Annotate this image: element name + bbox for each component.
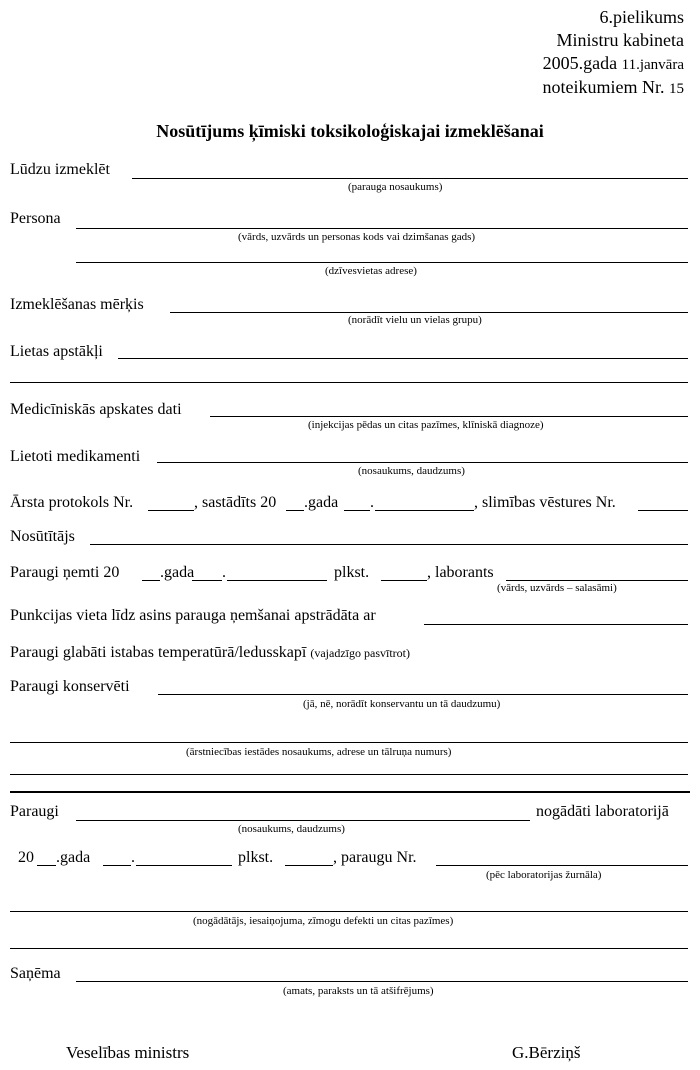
label-protokols-dot: .	[370, 494, 374, 511]
hint-konserveti: (jā, nē, norādīt konservantu un tā daudzumu)	[303, 698, 501, 710]
label-nemti-dot: .	[222, 564, 226, 581]
footer-role: Veselības ministrs	[66, 1043, 190, 1062]
label-konserveti: Paraugi konservēti	[10, 678, 130, 695]
label-nemti-laborants: , laborants	[427, 564, 494, 581]
field-slimibas-nr[interactable]	[638, 510, 688, 511]
label-protokols-sastadits: , sastādīts 20	[194, 494, 277, 511]
field-nemti-year[interactable]	[142, 580, 160, 581]
document-title: Nosūtījums ķīmiski toksikoloģiskajai izmeklēšanai	[156, 121, 544, 141]
field-iestade[interactable]	[10, 742, 688, 743]
hint-defekti: (nogādātājs, iesaiņojuma, zīmogu defekti un citas pazīmes)	[193, 915, 454, 927]
label-ludzu-izmeklet: Lūdzu izmeklēt	[10, 161, 110, 178]
hint-apskate: (injekcijas pēdas un citas pazīmes, klīniskā diagnoze)	[308, 419, 544, 431]
label-nosutitajs: Nosūtītājs	[10, 528, 75, 545]
field-punkcijas[interactable]	[424, 624, 688, 625]
field-nogadati-month[interactable]	[136, 865, 232, 866]
label-glabati	[10, 645, 410, 661]
header-date-prefix: 2005.gada	[542, 53, 618, 73]
header-regulation	[543, 78, 684, 97]
field-protokols-day[interactable]	[344, 510, 370, 511]
field-apstakli[interactable]	[118, 358, 688, 359]
field-protokols-year[interactable]	[286, 510, 304, 511]
label-nogadati-year: 20	[18, 849, 34, 866]
label-apstakli: Lietas apstākļi	[10, 343, 103, 360]
field-paraugi[interactable]	[76, 820, 530, 821]
field-nemti-month[interactable]	[227, 580, 327, 581]
header-date	[543, 54, 684, 73]
hint-laborants: (vārds, uzvārds – salasāmi)	[497, 582, 617, 594]
header-regulation-number: 15	[669, 81, 684, 97]
label-merkis: Izmeklēšanas mērķis	[10, 296, 144, 313]
header-annex: 6.pielikums	[599, 7, 684, 27]
field-nosutitajs[interactable]	[90, 544, 688, 545]
section-separator	[10, 791, 690, 793]
field-nogadati-year[interactable]	[37, 865, 56, 866]
hint-persona: (vārds, uzvārds un personas kods vai dzimšanas gads)	[238, 231, 476, 243]
field-medikamenti[interactable]	[157, 462, 688, 463]
header-cabinet: Ministru kabineta	[556, 30, 684, 50]
label-paraugu-nr: , paraugu Nr.	[333, 849, 417, 866]
field-konserveti[interactable]	[158, 694, 688, 695]
label-nemti: Paraugi ņemti 20	[10, 564, 120, 581]
field-defekti-2[interactable]	[10, 948, 688, 949]
field-nemti-day[interactable]	[192, 580, 222, 581]
label-protokols-nr: Ārsta protokols Nr.	[10, 494, 134, 511]
label-medikamenti: Lietoti medikamenti	[10, 448, 141, 465]
field-paraugu-nr[interactable]	[436, 865, 688, 866]
field-merkis[interactable]	[170, 312, 688, 313]
field-ludzu-izmeklet[interactable]	[132, 178, 688, 179]
field-iestade-2[interactable]	[10, 774, 688, 775]
hint-paraugi: (nosaukums, daudzums)	[238, 823, 345, 835]
hint-persona-address: (dzīvesvietas adrese)	[325, 265, 417, 277]
hint-merkis: (norādīt vielu un vielas grupu)	[348, 314, 482, 326]
footer-name: G.Bērziņš	[512, 1043, 581, 1062]
header-date-value: 11.janvāra	[621, 57, 684, 73]
field-apskate[interactable]	[210, 416, 688, 417]
field-defekti[interactable]	[10, 911, 688, 912]
label-punkcijas: Punkcijas vieta līdz asins parauga ņemšanai apstrādāta ar	[10, 607, 376, 624]
field-apstakli-2[interactable]	[10, 382, 688, 383]
hint-medikamenti: (nosaukums, daudzums)	[358, 465, 465, 477]
label-nemti-gada: .gada	[160, 564, 195, 581]
field-laborants[interactable]	[506, 580, 688, 581]
label-protokols-slimibas: , slimības vēstures Nr.	[474, 494, 616, 511]
label-glabati-text: Paraugi glabāti istabas temperatūrā/ledusskapī	[10, 644, 307, 661]
field-nogadati-day[interactable]	[103, 865, 131, 866]
field-persona[interactable]	[76, 228, 688, 229]
header-regulation-prefix: noteikumiem Nr.	[542, 77, 665, 97]
label-paraugi: Paraugi	[10, 803, 59, 820]
field-persona-address[interactable]	[76, 262, 688, 263]
label-nogadati-plkst: plkst.	[238, 849, 274, 866]
label-apskate: Medicīniskās apskates dati	[10, 401, 182, 418]
label-nogadati-gada: .gada	[56, 849, 91, 866]
label-sanema: Saņēma	[10, 965, 61, 982]
note-glabati: (vajadzīgo pasvītrot)	[310, 646, 410, 660]
hint-iestade: (ārstniecības iestādes nosaukums, adrese un tālruņa numurs)	[186, 746, 452, 758]
field-nogadati-time[interactable]	[285, 865, 333, 866]
field-protokols-month[interactable]	[375, 510, 474, 511]
hint-ludzu-izmeklet: (parauga nosaukums)	[348, 181, 443, 193]
field-sanema[interactable]	[76, 981, 688, 982]
label-nogadati-lab: nogādāti laboratorijā	[536, 803, 669, 820]
label-nogadati-dot: .	[131, 849, 135, 866]
hint-sanema: (amats, paraksts un tā atšifrējums)	[283, 985, 434, 997]
field-nemti-time[interactable]	[381, 580, 427, 581]
label-nemti-plkst: plkst.	[334, 564, 370, 581]
hint-paraugu-nr: (pēc laboratorijas žurnāla)	[486, 869, 602, 881]
field-protokols-nr[interactable]	[148, 510, 194, 511]
label-protokols-gada: .gada	[304, 494, 339, 511]
label-persona: Persona	[10, 210, 61, 227]
